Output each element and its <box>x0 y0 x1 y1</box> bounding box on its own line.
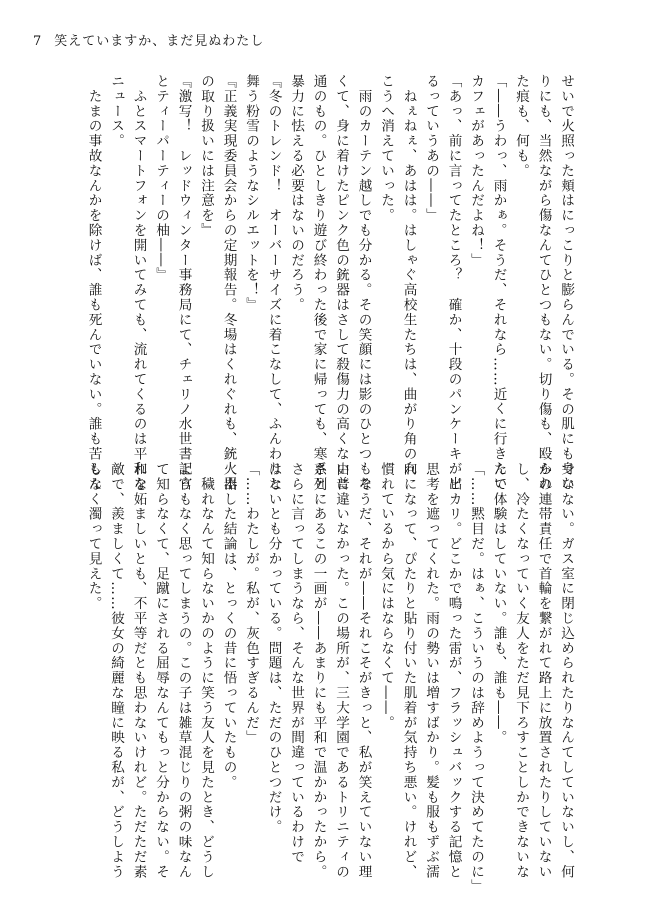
text-line: 穢れなんて知らないかのように笑う友人を見たとき、どうし <box>198 462 214 880</box>
text-line: るっていうあの――」 <box>423 74 439 223</box>
text-line: し、冷たくなっていく友人をただ見下ろすことしかできないな <box>513 462 529 880</box>
text-line: 「――うわっ、雨かぁ。そうだ、それなら……近くに行きたい <box>490 74 507 492</box>
text-line: 『激写！ レッドウィンター事務局にて、チェリノ水世書記官 <box>175 74 192 492</box>
upper-text-block <box>82 74 577 492</box>
text-line: そうだ、それが――それこそがきっと、私が笑えていない理 <box>355 462 372 880</box>
text-line: ニュース。 <box>108 74 124 149</box>
text-line: 『冬のトレンド！ オーバーサイズに着こなして、ふんわりと <box>265 74 282 492</box>
page-number: 7 <box>33 34 43 49</box>
text-line: 「あっ、前に言ってたところ？ 確か、十段のパンケーキが出 <box>445 74 462 492</box>
text-line: た痕も、何も。 <box>513 74 529 179</box>
text-line: れを妬ましいとも、不平等だとも思わないけれど。ただただ素 <box>130 462 147 880</box>
text-line: 通のもの。ひとしきり遊び終わった後で家に帰っても、寒さと <box>310 74 327 492</box>
text-line: 思考を遮ってくれた。雨の勢いは増すばかり。髪も服もずぶ濡 <box>423 462 439 880</box>
page-header <box>33 30 276 49</box>
text-line: たまの事故なんかを除けば、誰も死んでいない。誰も苦しん <box>85 74 102 492</box>
text-line: 出した結論は、とっくの昔に悟っていたもの。 <box>220 462 237 790</box>
text-line: ようもなく思ってしまうの。この子は雑草混じりの粥の味なん <box>175 462 192 880</box>
text-line: でいない。ガス室に閉じ込められたりなんてしていないし、何 <box>558 462 574 880</box>
text-line: さらに言ってしまうなら、そんな世界が間違っているわけで <box>288 462 304 865</box>
text-line: 慣れているから気にはならなくて――。 <box>378 462 394 731</box>
text-line: んて体験はしていない。誰も、誰も――。 <box>490 462 507 746</box>
text-line: 「……わたしが。私が、灰色すぎるんだ」 <box>243 462 259 746</box>
text-line: ふとスマートフォンを開いてみても、流れてくるのは平和な <box>130 74 147 492</box>
text-line: くて、身に着けたピンク色の銃器はさして殺傷力の高くない普 <box>333 74 349 492</box>
text-line: ピカリ。どこかで鳴った雷が、フラッシュバックする記憶と <box>445 462 462 880</box>
chapter-title: 笑えていますか、まだ見ぬわたし <box>54 34 265 49</box>
text-line: て知らなくて、足蹴にされる屈辱なんてもっと分からない。そ <box>153 462 169 880</box>
text-line: 雨のカーテン越しでも分かる。その笑顔には影のひとつもな <box>355 74 372 492</box>
text-line: 舞う粉雪のようなシルエットを！』 <box>243 74 259 313</box>
text-line: 敵で、羨ましくて……彼女の綺麗な瞳に映る私が、どうしよう <box>108 462 124 880</box>
text-line: 暴力に怯える必要はないのだろう。 <box>288 74 304 313</box>
text-line: 由に違いなかった。この場所が、三大学園であるトリニティの <box>333 462 349 880</box>
text-line: はないとも分かっている。問題は、ただのひとつだけ。 <box>265 462 282 835</box>
text-line: れになって、ぴたりと貼り付いた肌着が気持ち悪い。けれど、 <box>400 462 417 880</box>
text-line: かの連帯責任で首輪を繋がれて路上に放置されたりしていない <box>535 462 552 880</box>
text-line: 『正義実現委員会からの定期報告。冬場はくれぐれも、銃火器 <box>220 74 237 492</box>
text-line: の取り扱いには注意を』 <box>198 74 214 238</box>
text-line: ねぇねぇ、あはは。はしゃぐ高校生たちは、曲がり角の向 <box>400 74 417 477</box>
text-line: りにも、当然ながら傷なんてひとつもない。切り傷も、殴られ <box>535 74 552 492</box>
text-line: カフェがあったんだよね！」 <box>468 74 484 268</box>
text-line: もなく濁って見えた。 <box>85 462 102 611</box>
text-line: とティーパーティーの柚――』 <box>153 74 169 283</box>
text-line: せいで火照った頬はにっこりと膨らんでいる。その肌にも身な <box>558 74 574 492</box>
lower-text-block <box>82 462 577 895</box>
text-line: こうへ消えていった。 <box>378 74 394 223</box>
text-line: 「……黙目だ。はぁ、こういうのは辞めようって決めてたのに」 <box>468 462 484 895</box>
text-line: 系列にあるこの一画が――あまりにも平和で温かかったから。 <box>310 462 327 880</box>
